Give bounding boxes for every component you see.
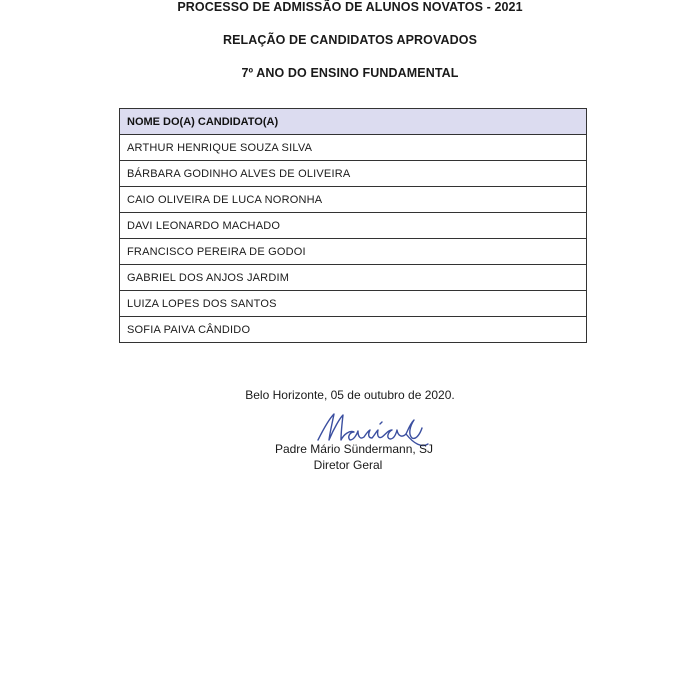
table-row	[120, 213, 587, 239]
candidate-name: ARTHUR HENRIQUE SOUZA SILVA	[120, 135, 587, 161]
candidate-name: LUIZA LOPES DOS SANTOS	[120, 291, 587, 317]
table-row	[120, 161, 587, 187]
column-header-candidate-name: NOME DO(A) CANDIDATO(A)	[120, 109, 587, 135]
candidate-name: SOFIA PAIVA CÂNDIDO	[120, 317, 587, 343]
candidate-name: GABRIEL DOS ANJOS JARDIM	[120, 265, 587, 291]
table-header-row	[120, 109, 587, 135]
document-title: PROCESSO DE ADMISSÃO DE ALUNOS NOVATOS - 2021	[177, 0, 523, 14]
table-row	[120, 317, 587, 343]
table-row	[120, 187, 587, 213]
document-subtitle: RELAÇÃO DE CANDIDATOS APROVADOS	[222, 33, 478, 47]
grade-level-title: 7º ANO DO ENSINO FUNDAMENTAL	[241, 66, 459, 80]
table-row	[120, 265, 587, 291]
signer-name: Padre Mário Sündermann, SJ	[274, 442, 434, 456]
candidate-name: FRANCISCO PEREIRA DE GODOI	[120, 239, 587, 265]
table-row	[120, 239, 587, 265]
candidate-name: BÁRBARA GODINHO ALVES DE OLIVEIRA	[120, 161, 587, 187]
place-and-date: Belo Horizonte, 05 de outubro de 2020.	[245, 388, 455, 402]
approved-candidates-table	[119, 108, 587, 343]
table-row	[120, 291, 587, 317]
candidate-name: CAIO OLIVEIRA DE LUCA NORONHA	[120, 187, 587, 213]
candidate-name: DAVI LEONARDO MACHADO	[120, 213, 587, 239]
signer-role: Diretor Geral	[313, 458, 383, 472]
table-row	[120, 135, 587, 161]
